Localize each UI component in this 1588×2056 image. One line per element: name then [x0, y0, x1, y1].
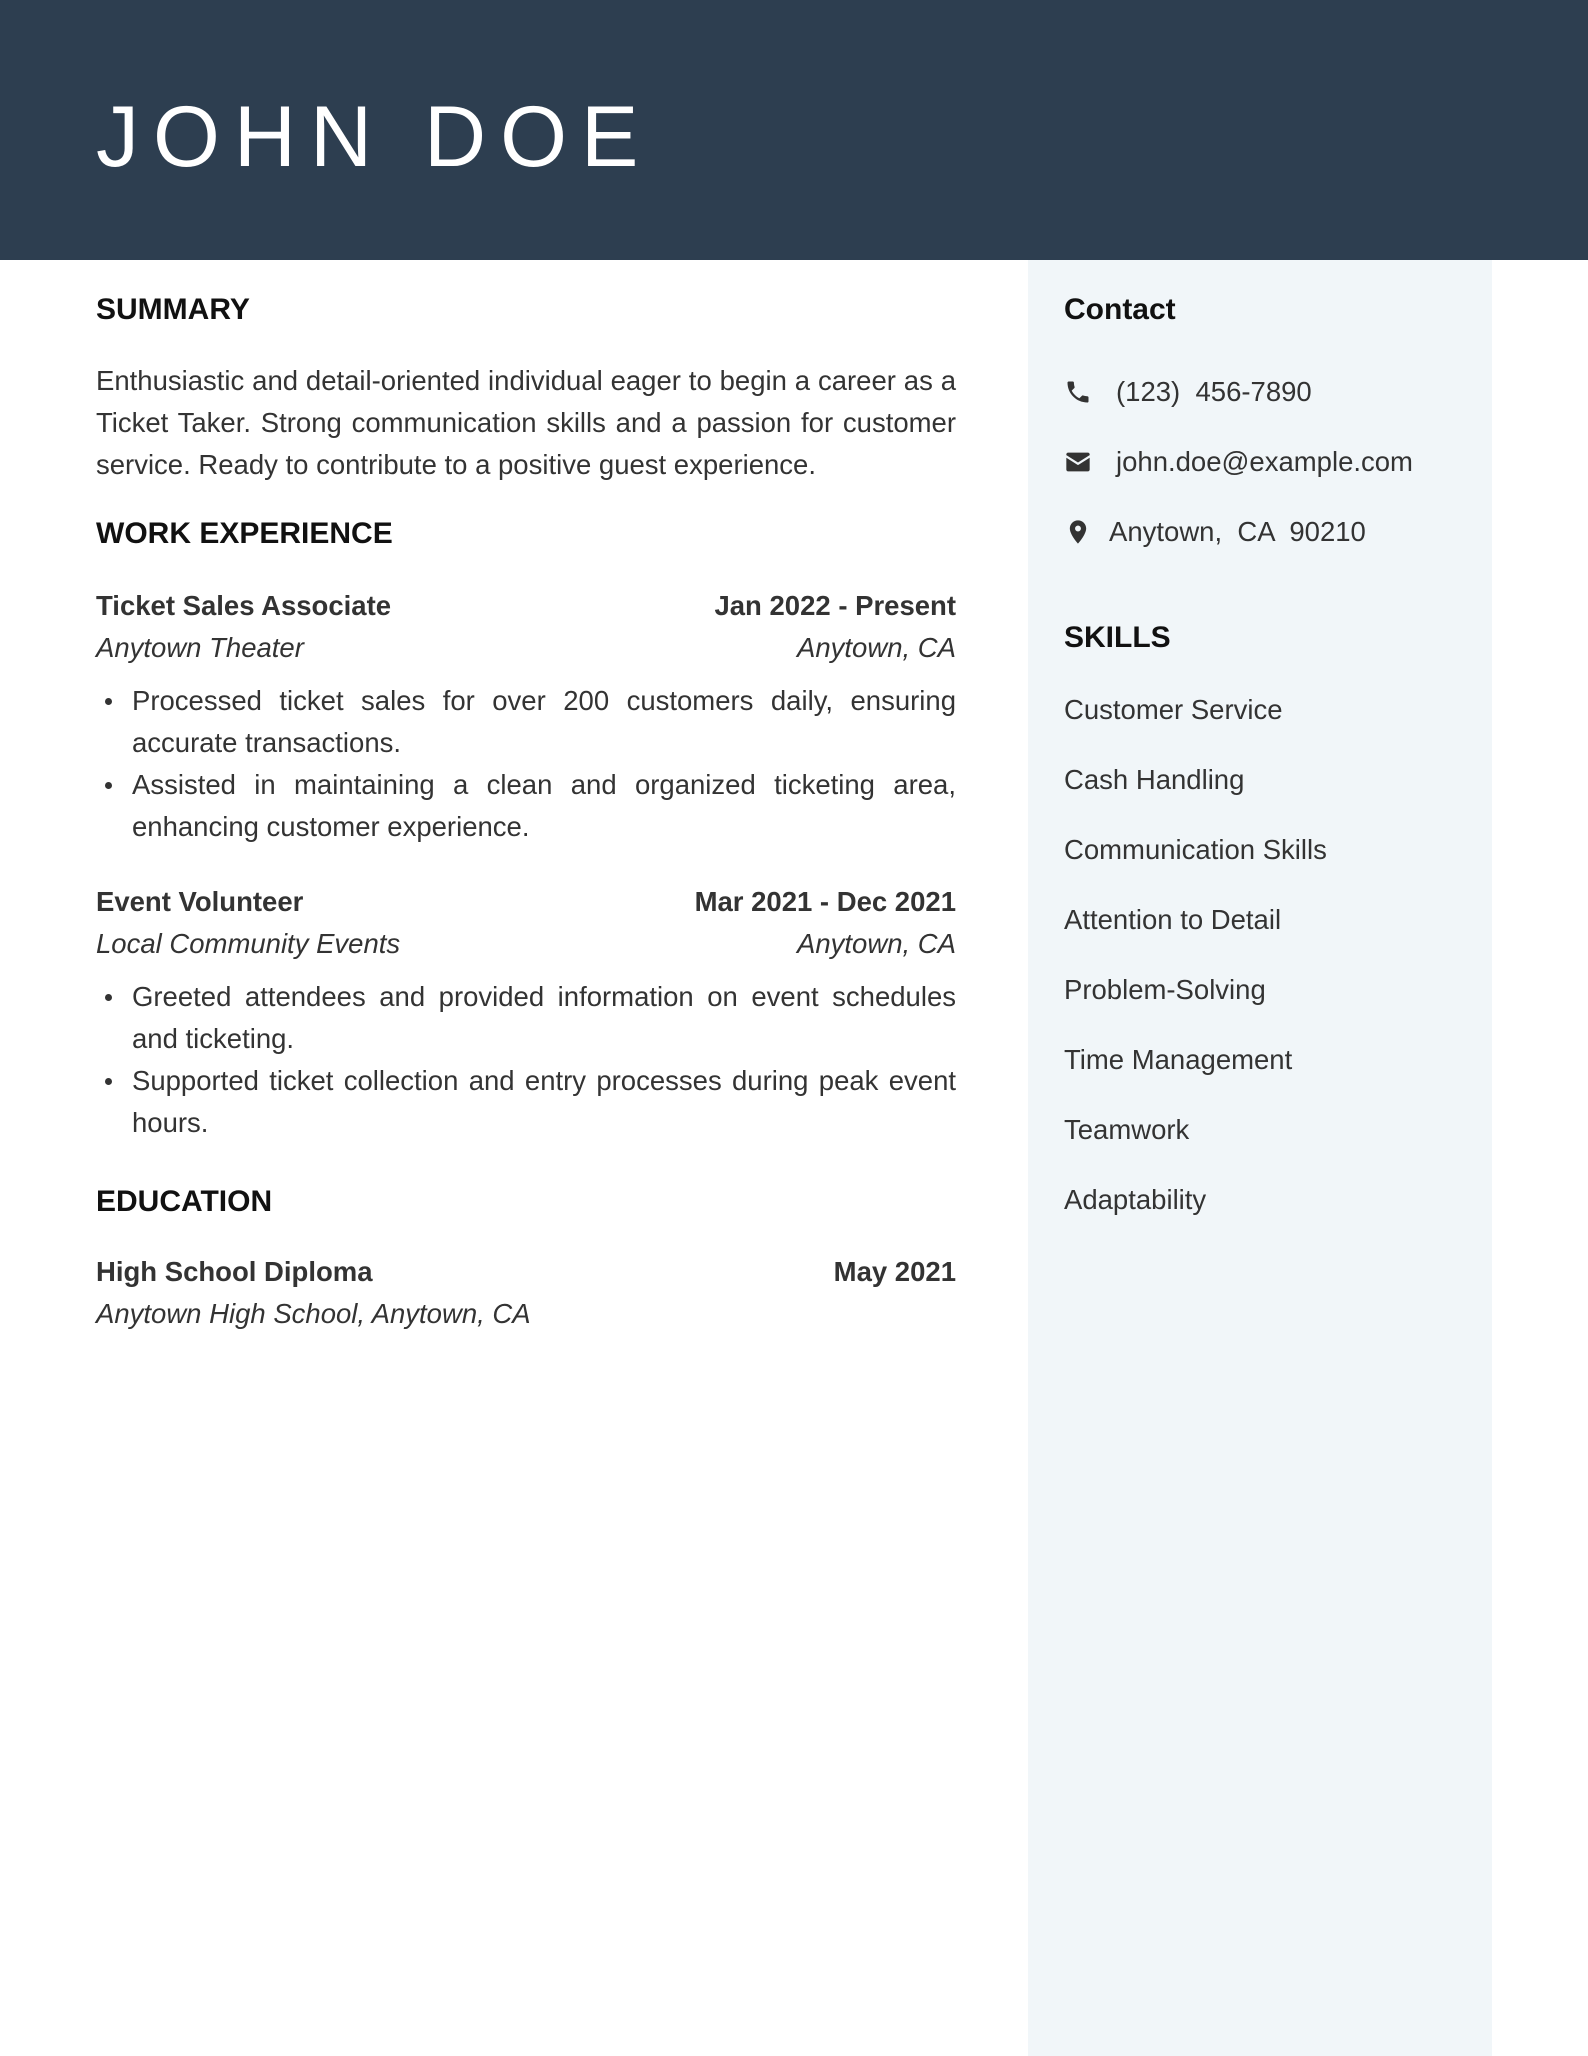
- summary-text: Enthusiastic and detail-oriented individual eager to begin a career as a Ticket Taker. Strong communication skills and a passion for customer service. Ready to contribute to a positive guest experience.: [96, 365, 956, 480]
- education-school: Anytown High School, Anytown, CA: [96, 1298, 531, 1329]
- skills-heading: SKILLS: [1064, 621, 1171, 654]
- phone-icon: [1064, 378, 1092, 406]
- header-banner: [0, 0, 1588, 260]
- education-heading: EDUCATION: [96, 1185, 273, 1218]
- education-degree: High School Diploma: [96, 1256, 373, 1287]
- skill-item: Teamwork: [1064, 1114, 1190, 1145]
- job-bullet: Processed ticket sales for over 200 customers daily, ensuring accurate transactions.: [132, 680, 956, 764]
- job-dates: Jan 2022 - Present: [714, 590, 956, 621]
- skill-item: Communication Skills: [1064, 834, 1327, 865]
- contact-address: [1064, 512, 1484, 552]
- job-location: Anytown, CA: [797, 632, 956, 663]
- envelope-icon: [1064, 448, 1092, 476]
- job-bullet: Supported ticket collection and entry processes during peak event hours.: [132, 1060, 956, 1144]
- job-bullets: [96, 976, 956, 1144]
- candidate-name: JOHN DOE: [96, 89, 653, 185]
- job-role: Event Volunteer: [96, 886, 304, 917]
- sidebar: [1028, 260, 1492, 2056]
- job-title-row: [96, 882, 956, 922]
- job-bullet: Assisted in maintaining a clean and organized ticketing area, enhancing customer experience.: [132, 764, 956, 848]
- education-title-row: [96, 1252, 956, 1292]
- job-organization: Local Community Events: [96, 928, 401, 959]
- job-org-row: [96, 628, 956, 668]
- contact-email-text: john.doe@example.com: [1116, 446, 1413, 477]
- job-role: Ticket Sales Associate: [96, 590, 392, 621]
- job-location: Anytown, CA: [797, 928, 956, 959]
- skill-item: Cash Handling: [1064, 764, 1245, 795]
- skill-item: Time Management: [1064, 1044, 1293, 1075]
- job-bullets: [96, 680, 956, 848]
- contact-heading: Contact: [1064, 293, 1176, 326]
- education-date: May 2021: [833, 1256, 956, 1287]
- skill-item: Problem-Solving: [1064, 974, 1266, 1005]
- contact-email: [1064, 442, 1484, 482]
- summary-heading: SUMMARY: [96, 293, 250, 326]
- job-title-row: [96, 586, 956, 626]
- skill-item: Attention to Detail: [1064, 904, 1282, 935]
- job-dates: Mar 2021 - Dec 2021: [694, 886, 956, 917]
- contact-phone-text: (123) 456-7890: [1116, 376, 1312, 407]
- contact-phone: [1064, 372, 1484, 412]
- skill-item: Customer Service: [1064, 694, 1283, 725]
- skill-item: Adaptability: [1064, 1184, 1207, 1215]
- map-marker-icon: [1064, 518, 1092, 546]
- job-bullet: Greeted attendees and provided information on event schedules and ticketing.: [132, 976, 956, 1060]
- job-organization: Anytown Theater: [96, 632, 304, 663]
- contact-address-text: Anytown, CA 90210: [1109, 516, 1366, 547]
- education-school-row: [96, 1294, 956, 1334]
- work-experience-heading: WORK EXPERIENCE: [96, 517, 393, 550]
- job-org-row: [96, 924, 956, 964]
